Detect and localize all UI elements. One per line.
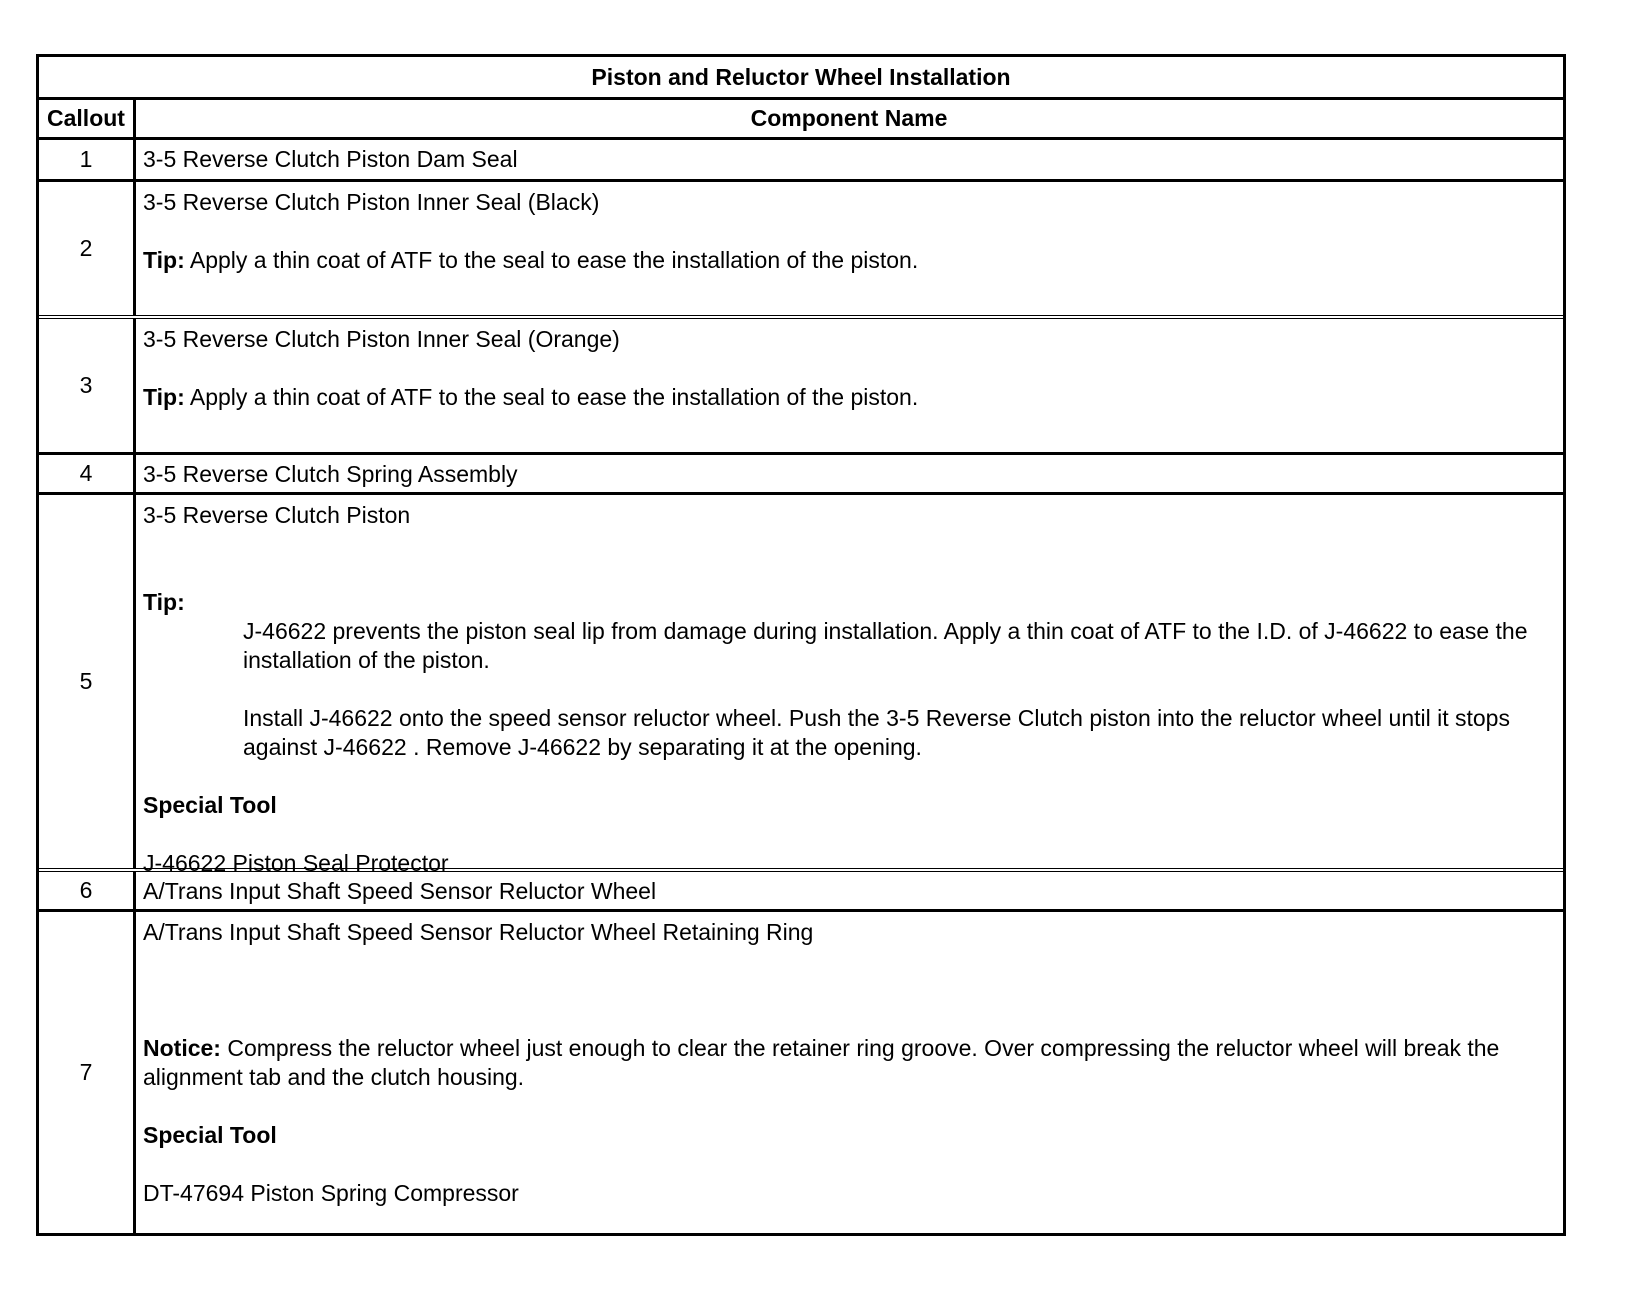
component-name: A/Trans Input Shaft Speed Sensor Reluctor Wheel Retaining Ring <box>143 919 814 945</box>
component-name: 3-5 Reverse Clutch Piston Inner Seal (Black) <box>143 189 600 215</box>
notice-line <box>143 1034 1555 1092</box>
tip-label: Tip: <box>143 384 185 410</box>
table-header-row <box>39 100 1563 140</box>
component-cell <box>136 495 1563 876</box>
component-cell <box>136 182 1563 315</box>
table-row <box>39 455 1563 495</box>
callout-number: 1 <box>39 140 136 179</box>
table-row <box>39 495 1563 876</box>
tip-line <box>143 246 1555 275</box>
tip-paragraph: Install J-46622 onto the speed sensor reluctor wheel. Push the 3-5 Reverse Clutch piston into the reluctor wheel until it stops against J-46622 . Remove J-46622 by separating it at the opening. <box>243 705 1510 760</box>
callout-number: 4 <box>39 455 136 492</box>
table-row <box>39 912 1563 1233</box>
component-name: A/Trans Input Shaft Speed Sensor Reluctor Wheel <box>143 878 657 904</box>
component-cell <box>136 912 1563 1233</box>
notice-label: Notice: <box>143 1035 221 1061</box>
special-tool-name: DT-47694 Piston Spring Compressor <box>143 1180 519 1206</box>
table-row <box>39 319 1563 455</box>
table-row <box>39 872 1563 912</box>
special-tool-name: J-46622 Piston Seal Protector <box>143 850 449 876</box>
callout-number: 3 <box>39 319 136 452</box>
special-tool-label: Special Tool <box>143 1122 277 1148</box>
tip-label: Tip: <box>143 247 185 273</box>
procedure-table <box>36 54 1566 1236</box>
table-row <box>39 182 1563 319</box>
component-name: 3-5 Reverse Clutch Piston Dam Seal <box>143 146 518 172</box>
component-cell <box>136 319 1563 452</box>
notice-text: Compress the reluctor wheel just enough to clear the retainer ring groove. Over compressing the reluctor wheel will break the alignment tab and the clutch housing. <box>143 1035 1500 1090</box>
tip-line <box>143 383 1555 412</box>
callout-column-header: Callout <box>39 100 136 137</box>
table-title: Piston and Reluctor Wheel Installation <box>39 57 1563 100</box>
tip-paragraph: J-46622 prevents the piston seal lip from damage during installation. Apply a thin coat of ATF to the I.D. of J-46622 to ease the installation of the piston. <box>243 618 1528 673</box>
table-row <box>39 140 1563 182</box>
tip-text: Apply a thin coat of ATF to the seal to ease the installation of the piston. <box>184 247 919 273</box>
callout-number: 5 <box>39 495 136 868</box>
tip-label: Tip: <box>143 589 185 615</box>
component-name: 3-5 Reverse Clutch Spring Assembly <box>143 461 518 487</box>
tip-text: Apply a thin coat of ATF to the seal to ease the installation of the piston. <box>184 384 919 410</box>
callout-number: 6 <box>39 872 136 909</box>
component-name: 3-5 Reverse Clutch Piston <box>143 502 411 528</box>
special-tool-label: Special Tool <box>143 792 277 818</box>
component-name: 3-5 Reverse Clutch Piston Inner Seal (Orange) <box>143 326 620 352</box>
component-column-header: Component Name <box>750 105 948 131</box>
callout-number: 7 <box>39 912 136 1233</box>
callout-number: 2 <box>39 182 136 315</box>
